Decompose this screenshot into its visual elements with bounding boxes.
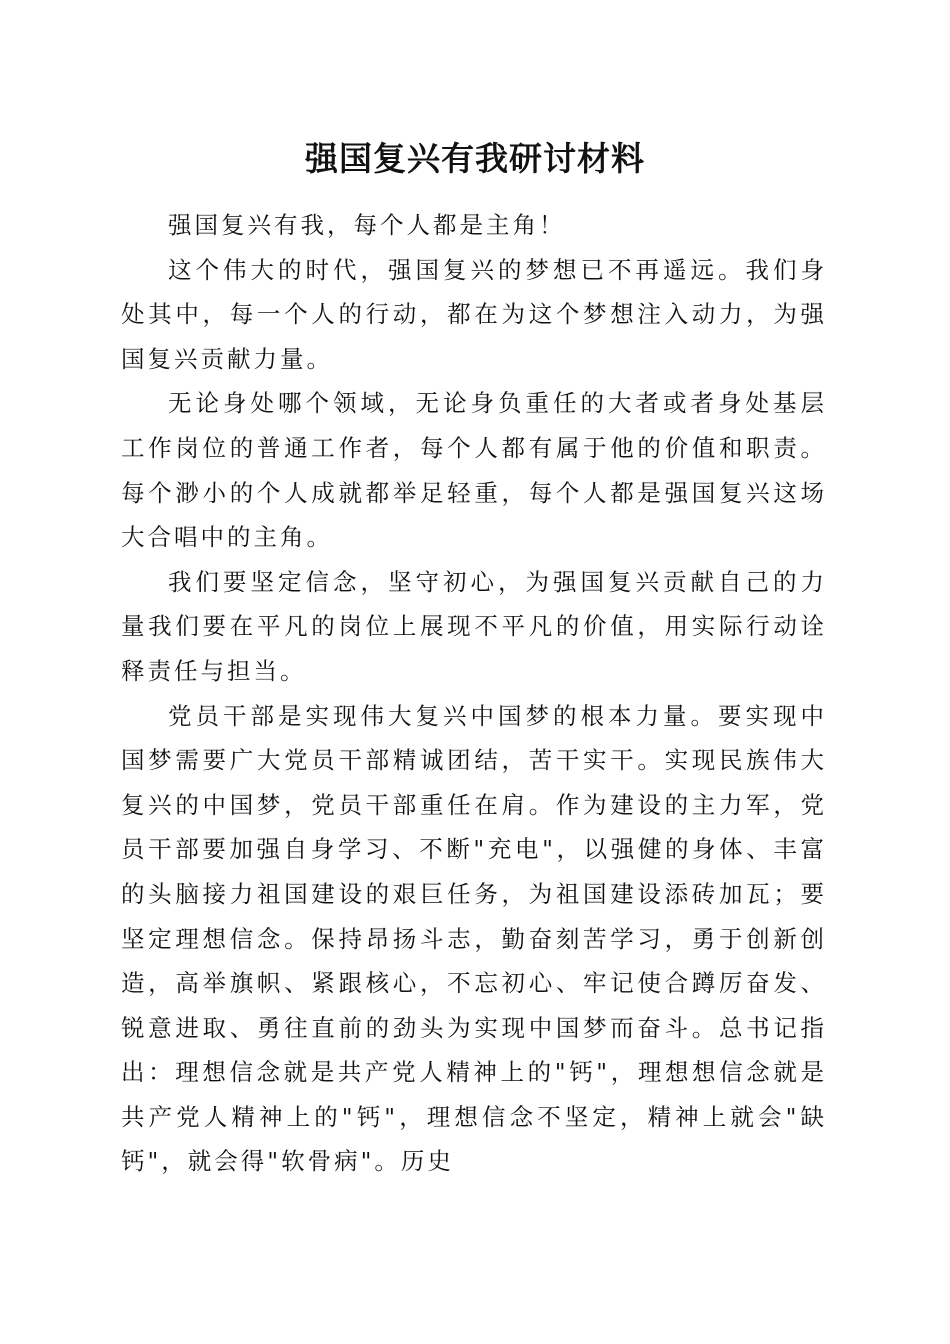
document-body	[121, 203, 827, 1184]
paragraph-3: 无论身处哪个领域，无论身负重任的大者或者身处基层工作岗位的普通工作者，每个人都有属于他的价值和职责。每个渺小的个人成就都举足轻重，每个人都是强国复兴这场大合唱中的主角。	[121, 389, 827, 552]
paragraph-4: 我们要坚定信念，坚守初心，为强国复兴贡献自己的力量我们要在平凡的岗位上展现不平凡的价值，用实际行动诠释责任与担当。	[121, 567, 827, 685]
document-title: 强国复兴有我研讨材料	[305, 139, 645, 178]
paragraph-5: 党员干部是实现伟大复兴中国梦的根本力量。要实现中国梦需要广大党员干部精诚团结，苦干实干。实现民族伟大复兴的中国梦，党员干部重任在肩。作为建设的主力军，党员干部要加强自身学习、不断"充电"，以强健的身体、丰富的头脑接力祖国建设的艰巨任务，为祖国建设添砖加瓦；要坚定理想信念。保持昂扬斗志，勤奋刻苦学习，勇于创新创造，高举旗帜、紧跟核心，不忘初心、牢记使合蹲厉奋发、锐意进取、勇往直前的劲头为实现中国梦而奋斗。总书记指出：理想信念就是共产党人精神上的"钙"，理想想信念就是共产党人精神上的"钙"，理想信念不坚定，精神上就会"缺钙"，就会得"软骨病"。历史	[121, 701, 827, 1176]
paragraph-1: 强国复兴有我，每个人都是主角！	[168, 211, 566, 239]
paragraph-2: 这个伟大的时代，强国复兴的梦想已不再遥远。我们身处其中，每一个人的行动，都在为这个梦想注入动力，为强国复兴贡献力量。	[121, 255, 827, 373]
